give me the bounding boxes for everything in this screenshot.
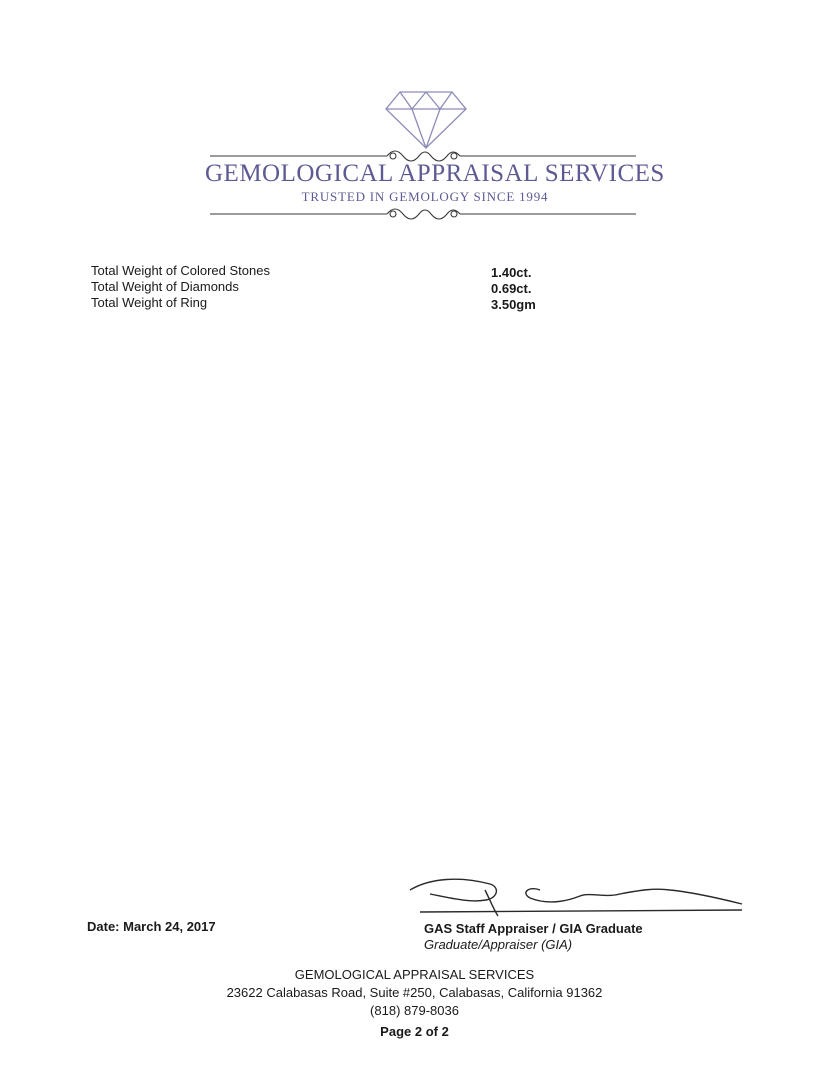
weight-value: 1.40ct. bbox=[491, 265, 532, 280]
signature bbox=[390, 870, 750, 922]
brand-tagline: TRUSTED IN GEMOLOGY SINCE 1994 bbox=[301, 189, 549, 204]
brand-name: GEMOLOGICAL APPRAISAL SERVICES bbox=[205, 160, 665, 187]
company-logo bbox=[0, 0, 829, 230]
weight-value: 0.69ct. bbox=[491, 281, 532, 296]
footer bbox=[0, 966, 829, 1041]
weight-row-diamonds bbox=[91, 279, 551, 295]
weight-label: Total Weight of Colored Stones bbox=[91, 263, 270, 278]
footer-phone: (818) 879-8036 bbox=[370, 1003, 459, 1018]
signer-subtitle: Graduate/Appraiser (GIA) bbox=[424, 937, 573, 952]
page-number: Page 2 of 2 bbox=[380, 1024, 449, 1039]
footer-company: GEMOLOGICAL APPRAISAL SERVICES bbox=[294, 967, 535, 982]
weights-list bbox=[91, 263, 551, 311]
signoff-date: Date: March 24, 2017 bbox=[87, 919, 216, 934]
weight-label: Total Weight of Ring bbox=[91, 295, 208, 310]
footer-address: 23622 Calabasas Road, Suite #250, Calabasas, California 91362 bbox=[226, 985, 603, 1000]
weight-row-colored-stones bbox=[91, 263, 551, 279]
signer-title: GAS Staff Appraiser / GIA Graduate bbox=[424, 921, 643, 936]
weight-label: Total Weight of Diamonds bbox=[91, 279, 239, 294]
weight-value: 3.50gm bbox=[491, 297, 536, 312]
weight-row-ring bbox=[91, 295, 551, 311]
